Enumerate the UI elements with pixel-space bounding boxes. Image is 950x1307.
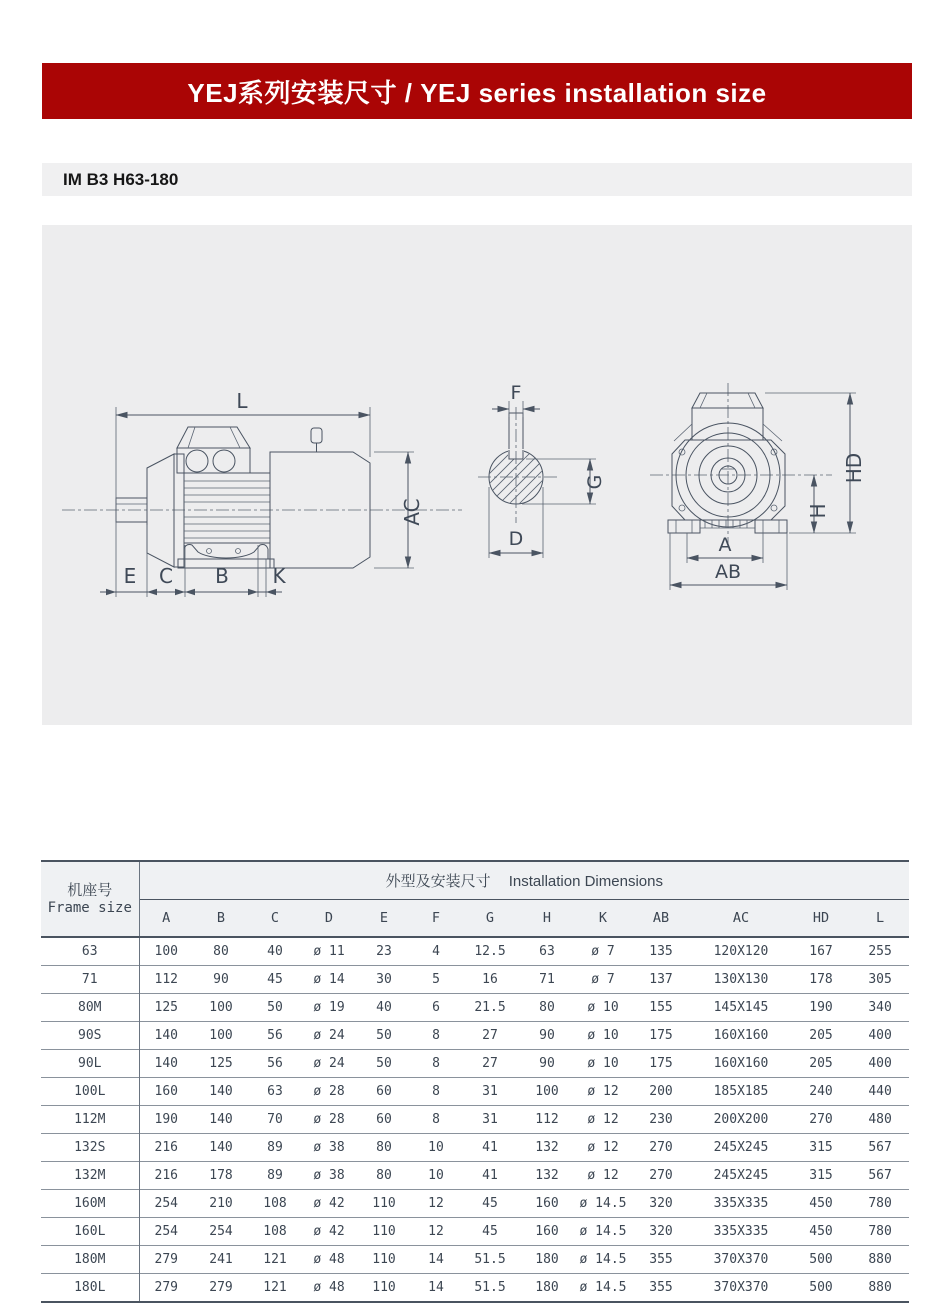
dimension-cell: 56 [249,1050,301,1078]
dimension-cell: 40 [267,944,283,959]
dimension-cell: 160X160 [691,1022,791,1050]
dimension-cell: 108 [249,1190,301,1218]
page-title-banner [42,63,912,119]
dimension-cell: ø 38 [301,1134,357,1162]
dimension-cell: 145X145 [691,994,791,1022]
dimension-cell: 90 [519,1022,575,1050]
column-header-row [41,900,909,938]
dimension-cell: 140 [139,1022,193,1050]
dimension-cell: 14 [411,1274,461,1303]
dimension-cell: 16 [461,966,519,994]
table-row [41,937,909,966]
table-row [41,1218,909,1246]
dimension-cell: 500 [791,1274,851,1303]
foot-left [668,520,700,533]
dimension-cell: 185X185 [691,1078,791,1106]
dimension-cell: 130X130 [691,966,791,994]
dimension-cell: 41 [461,1162,519,1190]
technical-drawing-panel [42,225,912,725]
column-header: A [139,900,193,938]
dimension-cell: ø 14 [301,966,357,994]
dimension-cell: 320 [631,1190,691,1218]
dimension-cell: 205 [791,1022,851,1050]
dimension-cell: 120X120 [713,944,769,959]
dimension-cell: 178 [193,1162,249,1190]
dim-label-hd: HD [842,452,866,484]
dimension-cell: 41 [461,1134,519,1162]
brake-release-lever [311,428,322,443]
group-header [139,861,909,900]
dimension-cell: 370X370 [691,1246,791,1274]
dim-label-f: F [510,382,522,404]
dimension-cell: 80 [519,994,575,1022]
table-body [41,937,909,1302]
dimension-cell: 140 [139,1050,193,1078]
dimension-cell: 30 [357,966,411,994]
dimension-cell: 23 [376,944,392,959]
dimension-cell: ø 11 [313,944,345,959]
dimension-cell: 27 [461,1022,519,1050]
cable-gland [213,450,235,472]
dimension-cell: 270 [791,1106,851,1134]
dimension-cell: 270 [631,1134,691,1162]
dimension-cell: 880 [851,1246,909,1274]
dimension-cell: 335X335 [691,1190,791,1218]
dimension-cell: 140 [193,1078,249,1106]
frame-size-cell: 160L [41,1218,139,1246]
dimension-cell: 80 [357,1134,411,1162]
dimension-cell: 112 [519,1106,575,1134]
frame-size-cell: 100L [41,1078,139,1106]
dimension-cell: ø 28 [301,1106,357,1134]
dimension-cell: 63 [249,1078,301,1106]
frame-size-header-en: Frame size [47,900,132,916]
dimension-cell: 180 [519,1274,575,1303]
dimension-cell: 245X245 [691,1162,791,1190]
dimension-cell: 12 [411,1190,461,1218]
dimension-cell: 450 [791,1190,851,1218]
column-header: L [851,900,909,938]
dimension-cell: 12.5 [474,944,506,959]
dimension-cell: 480 [851,1106,909,1134]
dimension-cell: 178 [791,966,851,994]
dimension-cell: 125 [139,994,193,1022]
dimension-cell: 210 [193,1190,249,1218]
dimension-cell: 245X245 [691,1134,791,1162]
dim-label-e: E [123,564,137,588]
dimension-cell: 270 [631,1162,691,1190]
dimension-cell: 90 [193,966,249,994]
cable-gland [186,450,208,472]
dimension-cell: 108 [249,1218,301,1246]
dim-label-ab: AB [714,561,742,583]
column-header: D [301,900,357,938]
dimension-cell: 167 [809,944,833,959]
table-row [41,966,909,994]
dimension-cell: ø 12 [575,1106,631,1134]
dimension-cell: 216 [139,1162,193,1190]
motor-body [184,473,270,543]
dimension-cell: 121 [249,1246,301,1274]
dimension-cell: 155 [631,994,691,1022]
frame-size-header [41,861,139,937]
frame-size-cell: 90L [41,1050,139,1078]
dimension-cell: ø 7 [575,966,631,994]
dimension-cell: 125 [193,1050,249,1078]
frame-size-cell: 180L [41,1274,139,1303]
dimension-cell: 56 [249,1022,301,1050]
dimension-table-section [41,860,909,1303]
dimension-cell: 254 [139,1190,193,1218]
dimension-cell: ø 12 [575,1078,631,1106]
dimension-cell: ø 14.5 [575,1190,631,1218]
column-header: B [193,900,249,938]
column-header: G [461,900,519,938]
dimension-cell: 100 [193,994,249,1022]
dimension-cell: 100 [519,1078,575,1106]
frame-size-cell: 71 [41,966,139,994]
frame-size-cell: 112M [41,1106,139,1134]
dimension-cell: 50 [357,1050,411,1078]
dim-label-b: B [215,564,229,588]
dimension-cell: 205 [791,1050,851,1078]
dimension-cell: 440 [851,1078,909,1106]
dim-label-k: K [272,564,286,588]
dimension-cell: 8 [411,1106,461,1134]
foot-right [755,520,787,533]
dimension-cell: 200 [631,1078,691,1106]
table-row [41,1106,909,1134]
dimension-cell: ø 12 [575,1134,631,1162]
dim-label-a: A [718,534,732,556]
frame-size-cell: 132S [41,1134,139,1162]
page-title: YEJ系列安装尺寸 / YEJ series installation size [187,77,767,108]
dimension-cell: 132 [519,1134,575,1162]
dimension-cell: 45 [461,1218,519,1246]
dimension-cell: 315 [791,1134,851,1162]
dimension-cell: 230 [631,1106,691,1134]
table-row [41,1078,909,1106]
dimension-cell: 137 [631,966,691,994]
dimension-cell: ø 19 [301,994,357,1022]
dimension-cell: 71 [519,966,575,994]
dimension-cell: 89 [249,1162,301,1190]
dimension-cell: 880 [851,1274,909,1303]
frame-size-cell: 80M [41,994,139,1022]
dimension-cell: 279 [193,1274,249,1303]
dimension-cell: 190 [791,994,851,1022]
dimension-cell: 10 [411,1134,461,1162]
section-label: IM B3 H63-180 [63,169,179,189]
dimension-cell: 4 [432,944,440,959]
dimension-cell: 70 [249,1106,301,1134]
installation-dimensions-table [41,860,909,1303]
dimension-cell: 160 [519,1190,575,1218]
column-header: E [357,900,411,938]
dimension-cell: 45 [461,1190,519,1218]
column-header: F [411,900,461,938]
dimension-cell: 140 [193,1106,249,1134]
dimension-cell: 400 [851,1050,909,1078]
table-row [41,994,909,1022]
frame-size-cell: 90S [41,1022,139,1050]
dimension-cell: 110 [357,1274,411,1303]
column-header: K [575,900,631,938]
dimension-cell: ø 24 [301,1022,357,1050]
dimension-cell: 254 [139,1218,193,1246]
dimension-cell: 132 [519,1162,575,1190]
group-header-en: Installation Dimensions [508,873,663,890]
dimension-cell: 50 [249,994,301,1022]
dimension-cell: 80 [213,944,229,959]
table-row [41,1022,909,1050]
dimension-cell: 60 [357,1078,411,1106]
dimension-cell: 240 [791,1078,851,1106]
table-row [41,1162,909,1190]
dimension-cell: ø 12 [575,1162,631,1190]
frame-size-cell: 160M [41,1190,139,1218]
dimension-cell: 112 [139,966,193,994]
dim-label-h: H [806,503,830,519]
dimension-cell: 335X335 [691,1218,791,1246]
dimension-cell: 31 [461,1078,519,1106]
dimension-cell: 255 [868,944,892,959]
dimension-cell: 5 [411,966,461,994]
dimension-cell: 190 [139,1106,193,1134]
dimension-cell: 10 [411,1162,461,1190]
motor-dimension-drawing [42,225,912,725]
dimension-cell: 355 [631,1246,691,1274]
dimension-cell: 340 [851,994,909,1022]
dimension-cell: ø 7 [591,944,615,959]
dimension-cell: 567 [851,1134,909,1162]
dimension-cell: ø 10 [575,1050,631,1078]
dim-label-l: L [236,389,248,413]
dimension-cell: 200X200 [691,1106,791,1134]
dimension-cell: 45 [249,966,301,994]
dimension-cell: 51.5 [461,1246,519,1274]
dimension-cell: 14 [411,1246,461,1274]
dimension-cell: 160 [139,1078,193,1106]
dimension-cell: 305 [851,966,909,994]
dimension-cell: 370X370 [691,1274,791,1303]
dimension-cell: 12 [411,1218,461,1246]
dimension-cell: 121 [249,1274,301,1303]
dimension-cell: 60 [357,1106,411,1134]
shaft-section-view [436,382,616,558]
dimension-cell: 180 [519,1246,575,1274]
table-row [41,1190,909,1218]
dimension-cell: ø 42 [301,1190,357,1218]
frame-size-cell: 180M [41,1246,139,1274]
dimension-cell: 315 [791,1162,851,1190]
dimension-cell: 160 [519,1218,575,1246]
dimension-cell: 31 [461,1106,519,1134]
dimension-cell: 135 [649,944,673,959]
frame-size-header-zh: 机座号 [67,881,113,899]
dimension-cell: 8 [411,1050,461,1078]
dimension-cell: 241 [193,1246,249,1274]
dimension-cell: ø 14.5 [575,1274,631,1303]
dimension-cell: 8 [411,1022,461,1050]
dimension-cell: ø 10 [575,1022,631,1050]
dim-label-c: C [159,564,173,588]
dimension-cell: 450 [791,1218,851,1246]
dimension-cell: 110 [357,1246,411,1274]
dimension-cell: 254 [193,1218,249,1246]
column-header: C [249,900,301,938]
column-header: HD [791,900,851,938]
dimension-cell: 110 [357,1218,411,1246]
dimension-cell: ø 42 [301,1218,357,1246]
dimension-cell: ø 14.5 [575,1246,631,1274]
dimension-cell: 89 [249,1134,301,1162]
table-row [41,1274,909,1303]
dimension-cell: 63 [539,944,555,959]
dimension-cell: 110 [357,1190,411,1218]
dimension-cell: 500 [791,1246,851,1274]
column-header: H [519,900,575,938]
dimension-cell: 780 [851,1218,909,1246]
dimension-cell: 8 [411,1078,461,1106]
dimension-cell: 355 [631,1274,691,1303]
dimension-cell: 175 [631,1050,691,1078]
table-row [41,1246,909,1274]
dimension-cell: ø 14.5 [575,1218,631,1246]
dimension-cell: 320 [631,1218,691,1246]
dimension-cell: 780 [851,1190,909,1218]
dimension-cell: 140 [193,1134,249,1162]
dimension-cell: 160X160 [691,1050,791,1078]
dim-label-d: D [508,528,524,550]
frame-size-cell: 132M [41,1162,139,1190]
dimension-cell: 400 [851,1022,909,1050]
dimension-cell: 100 [193,1022,249,1050]
group-header-zh: 外型及安装尺寸 [385,872,491,890]
dimension-cell: 27 [461,1050,519,1078]
dimension-cell: ø 48 [301,1246,357,1274]
dimension-cell: 50 [357,1022,411,1050]
dimension-cell: ø 10 [575,994,631,1022]
column-header: AB [631,900,691,938]
table-row [41,1050,909,1078]
column-header: AC [691,900,791,938]
dimension-cell: ø 38 [301,1162,357,1190]
dimension-cell: 80 [357,1162,411,1190]
dimension-cell: 6 [411,994,461,1022]
dimension-cell: 175 [631,1022,691,1050]
end-shield [147,454,174,567]
dim-label-ac: AC [400,498,424,526]
table-row [41,1134,909,1162]
section-band [42,163,912,196]
dimension-cell: 567 [851,1162,909,1190]
dimension-cell: ø 48 [301,1274,357,1303]
frame-size-cell: 63 [41,937,139,966]
dimension-cell: ø 24 [301,1050,357,1078]
terminal-box-front [692,408,763,440]
side-view [62,389,462,597]
dimension-cell: 21.5 [461,994,519,1022]
dimension-cell: 90 [519,1050,575,1078]
dimension-cell: 51.5 [461,1274,519,1303]
dimension-cell: 100 [154,944,178,959]
dimension-cell: 279 [139,1246,193,1274]
dimension-cell: ø 28 [301,1078,357,1106]
dimension-cell: 216 [139,1134,193,1162]
dim-label-g: G [584,474,606,490]
front-view [650,383,866,590]
dimension-cell: 279 [139,1274,193,1303]
dimension-cell: 40 [357,994,411,1022]
